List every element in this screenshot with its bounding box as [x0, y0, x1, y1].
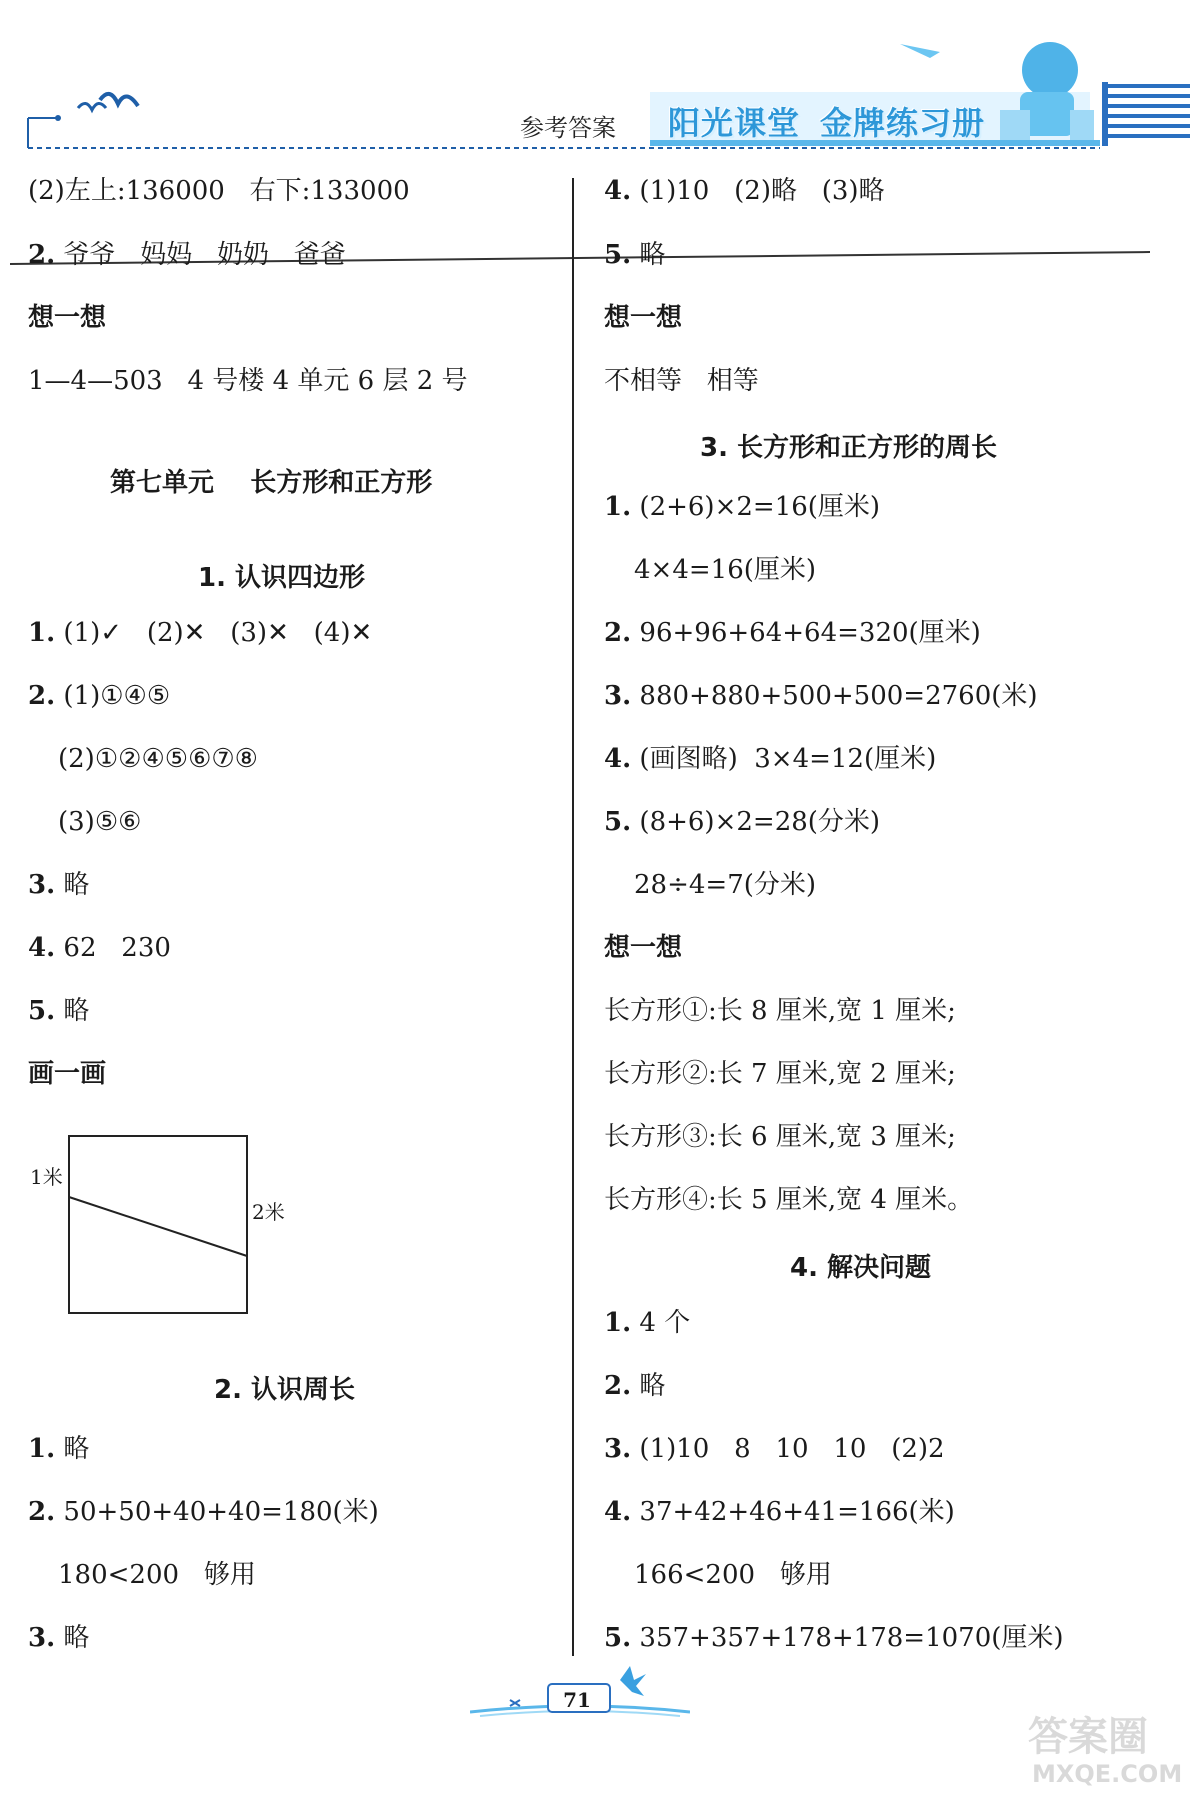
answer-line — [604, 1495, 955, 1529]
bird-icon — [100, 94, 138, 106]
question-number: 4. — [28, 933, 56, 963]
question-number: 4. — [604, 1497, 632, 1527]
answer-text: 96+96+64+64=320(厘米) — [631, 618, 981, 648]
answer-line: 长方形②:长 7 厘米,宽 2 厘米; — [604, 1059, 956, 1089]
answer-line: 长方形①:长 8 厘米,宽 1 厘米; — [604, 996, 956, 1026]
answer-line — [604, 1621, 1064, 1655]
page-number: 71 — [563, 1688, 591, 1712]
section-heading: 1. 认识四边形 — [198, 563, 366, 593]
answer-line — [604, 805, 880, 839]
question-number: 3. — [28, 870, 56, 900]
answer-line — [28, 238, 346, 272]
answer-line — [28, 1621, 89, 1655]
answer-line — [604, 679, 1038, 713]
answer-text: 爷爷 妈妈 奶奶 爸爸 — [55, 240, 346, 270]
answer-line: 长方形④:长 5 厘米,宽 4 厘米。 — [604, 1185, 974, 1215]
svg-text:MXQE.COM: MXQE.COM — [1032, 1760, 1183, 1788]
answer-text: (1)10 8 10 10 (2)2 — [631, 1434, 945, 1464]
column-divider — [572, 178, 574, 1656]
answer-line: 180<200 够用 — [58, 1560, 256, 1590]
question-number: 5. — [28, 996, 56, 1026]
answer-line — [604, 174, 885, 208]
section-label: 想一想 — [28, 303, 107, 333]
answer-text: 略 — [631, 1371, 666, 1401]
answer-line — [28, 616, 372, 650]
rectangle-figure — [28, 1128, 318, 1328]
question-number: 2. — [28, 681, 56, 711]
answer-text: (2+6)×2=16(厘米) — [631, 492, 881, 522]
question-number: 2. — [604, 1371, 632, 1401]
answer-text: (1)①④⑤ — [55, 681, 171, 711]
answer-text: 357+357+178+178=1070(厘米) — [631, 1623, 1064, 1653]
answer-line: 不相等 相等 — [604, 366, 759, 396]
answer-line — [28, 994, 89, 1028]
page-header — [0, 0, 1203, 160]
answer-line — [604, 490, 880, 524]
answer-line — [28, 931, 171, 965]
answer-text: 4 个 — [631, 1308, 691, 1338]
answer-line: 4×4=16(厘米) — [634, 555, 817, 585]
stripes-decoration — [1102, 82, 1190, 146]
watermark-logo — [1020, 1700, 1200, 1790]
question-number: 1. — [604, 1308, 632, 1338]
bird-icon — [78, 103, 106, 110]
question-number: 5. — [604, 1623, 632, 1653]
answer-text: 880+880+500+500=2760(米) — [631, 681, 1038, 711]
section-label: 画一画 — [28, 1059, 107, 1089]
answer-line — [28, 868, 89, 902]
rectangle-diagram — [28, 1128, 318, 1328]
section-heading: 2. 认识周长 — [214, 1375, 356, 1405]
answer-text: 62 230 — [55, 933, 171, 963]
watermark-graphic — [1020, 1700, 1200, 1790]
answer-text: 37+42+46+41=166(米) — [631, 1497, 955, 1527]
answer-line: 1—4—503 4 号楼 4 单元 6 层 2 号 — [28, 366, 468, 396]
question-number: 3. — [604, 681, 632, 711]
answer-line: (3)⑤⑥ — [58, 807, 142, 837]
section-heading: 4. 解决问题 — [790, 1253, 932, 1283]
answer-line — [604, 616, 981, 650]
answer-line — [604, 742, 936, 776]
question-number: 4. — [604, 176, 632, 206]
question-number: 5. — [604, 240, 632, 270]
header-label: 参考答案 — [520, 114, 616, 142]
question-number: 5. — [604, 807, 632, 837]
answer-line — [604, 1432, 945, 1466]
question-number: 4. — [604, 744, 632, 774]
answer-text: (画图略) 3×4=12(厘米) — [631, 744, 937, 774]
unit-heading: 第七单元 长方形和正方形 — [110, 468, 433, 498]
section-label: 想一想 — [604, 933, 683, 963]
pinwheel-icon — [620, 1666, 646, 1696]
answer-text: 略 — [55, 1434, 90, 1464]
answer-text: 略 — [631, 240, 666, 270]
answer-text: (8+6)×2=28(分米) — [631, 807, 881, 837]
question-number: 1. — [28, 618, 56, 648]
answer-text: 50+50+40+40=180(米) — [55, 1497, 379, 1527]
svg-text:答案圈: 答案圈 — [1028, 1714, 1148, 1760]
answer-text: 略 — [55, 1623, 90, 1653]
figure-label: 1米 — [30, 1165, 63, 1189]
answer-text: 略 — [55, 870, 90, 900]
answer-line: 28÷4=7(分米) — [634, 870, 817, 900]
answer-line — [28, 1432, 89, 1466]
section-label: 想一想 — [604, 303, 683, 333]
answer-text: (1)10 (2)略 (3)略 — [631, 176, 885, 206]
answer-line — [604, 238, 665, 272]
answer-text: (1)✓ (2)✕ (3)✕ (4)✕ — [55, 618, 373, 648]
answer-line: (2)左上:136000 右下:133000 — [28, 176, 410, 206]
question-number: 2. — [28, 240, 56, 270]
answer-line — [604, 1306, 690, 1340]
answer-line: 长方形③:长 6 厘米,宽 3 厘米; — [604, 1122, 956, 1152]
answer-line — [28, 679, 170, 713]
section-heading: 3. 长方形和正方形的周长 — [700, 433, 998, 463]
answer-line: (2)①②④⑤⑥⑦⑧ — [58, 744, 258, 774]
question-number: 1. — [604, 492, 632, 522]
figure-label: 2米 — [252, 1200, 285, 1224]
question-number: 2. — [28, 1497, 56, 1527]
question-number: 3. — [604, 1434, 632, 1464]
question-number: 3. — [28, 1623, 56, 1653]
answer-line — [604, 1369, 665, 1403]
answer-line — [28, 1495, 379, 1529]
answer-text: 略 — [55, 996, 90, 1026]
question-number: 1. — [28, 1434, 56, 1464]
question-number: 2. — [604, 618, 632, 648]
header-subtitle: 金牌练习册 — [820, 104, 986, 142]
answer-line: 166<200 够用 — [634, 1560, 832, 1590]
header-title: 阳光课堂 — [668, 104, 801, 142]
